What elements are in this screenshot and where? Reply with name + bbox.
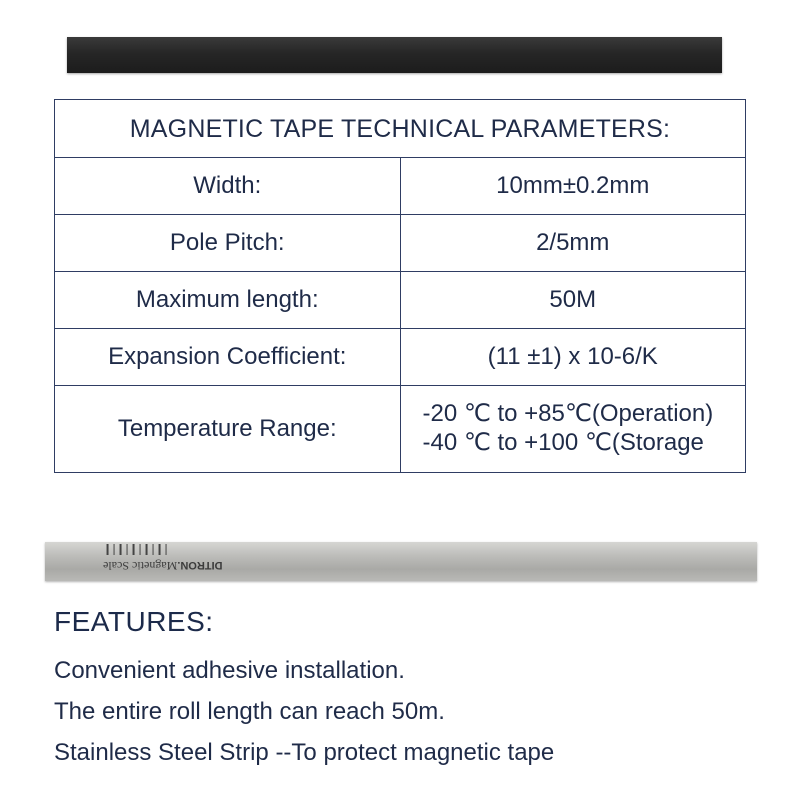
param-value-width: 10mm±0.2mm	[400, 158, 746, 215]
feature-item: Stainless Steel Strip --To protect magnetic tape	[54, 739, 555, 766]
strip-brand: DITRON.	[177, 559, 223, 571]
param-label-temperature: Temperature Range:	[55, 386, 401, 473]
strip-tick-marks	[103, 544, 167, 555]
stainless-steel-strip-image	[45, 542, 757, 581]
param-value-expansion: (11 ±1) x 10-6/K	[400, 329, 746, 386]
strip-print	[103, 544, 223, 573]
table-row	[55, 386, 746, 473]
table-row	[55, 272, 746, 329]
features-heading: FEATURES:	[54, 606, 214, 637]
temperature-storage: -40 ℃ to +100 ℃(Storage	[422, 429, 704, 456]
param-label-width: Width:	[55, 158, 401, 215]
param-label-max-length: Maximum length:	[55, 272, 401, 329]
temperature-operation: -20 ℃ to +85℃(Operation)	[422, 400, 714, 428]
table-row	[55, 329, 746, 386]
table-title: MAGNETIC TAPE TECHNICAL PARAMETERS:	[55, 100, 746, 158]
param-value-max-length: 50M	[400, 272, 746, 329]
strip-text: Magnetic Scale	[103, 559, 178, 573]
parameters-table	[54, 99, 746, 473]
param-label-pole-pitch: Pole Pitch:	[55, 215, 401, 272]
param-label-expansion: Expansion Coefficient:	[55, 329, 401, 386]
feature-item: Convenient adhesive installation.	[54, 657, 405, 684]
table-row	[55, 215, 746, 272]
strip-label	[103, 558, 223, 573]
table-row	[55, 158, 746, 215]
feature-item: The entire roll length can reach 50m.	[54, 698, 445, 725]
table-header-row	[55, 100, 746, 158]
features-section	[54, 606, 774, 773]
param-value-pole-pitch: 2/5mm	[400, 215, 746, 272]
magnetic-tape-image	[67, 37, 722, 73]
param-value-temperature	[400, 386, 746, 473]
